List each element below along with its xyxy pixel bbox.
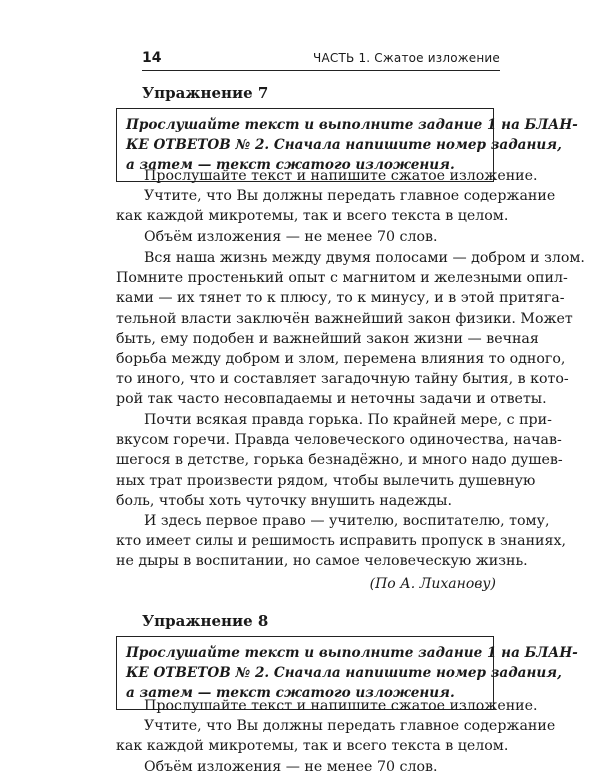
task-line: Прослушайте текст и выполните задание 1 на БЛАН- <box>126 117 578 133</box>
text-line: вкусом горечи. Правда человеческого одиночества, начав- <box>116 432 562 449</box>
exercise-7-heading: Упражнение 7 <box>142 84 269 102</box>
text-line: боль, чтобы хоть чуточку внушить надежды. <box>116 492 452 509</box>
text-line: ных трат произвести рядом, чтобы вылечить душевную <box>116 472 536 489</box>
task-line: а затем — текст сжатого изложения. <box>126 685 455 701</box>
instruction-line: Объём изложения — не менее 70 слов. <box>144 228 438 245</box>
text-line: Вся наша жизнь между двумя полосами — добром и злом. <box>144 250 585 266</box>
exercise-8-heading: Упражнение 8 <box>142 612 269 630</box>
text-line: быть, ему подобен и важнейший закон жизни — вечная <box>116 330 539 347</box>
text-line: шегося в детстве, горька безнадёжно, и много надо душев- <box>116 452 563 469</box>
text-line: борьба между добром и злом, перемена влияния то одного, <box>116 351 566 368</box>
text-line: ками — их тянет то к плюсу, то к минусу, и в этой притяга- <box>116 290 565 307</box>
instruction-line: Учтите, что Вы должны передать главное содержание <box>144 718 556 735</box>
task-line: КЕ ОТВЕТОВ № 2. Сначала напишите номер задания, <box>126 665 562 681</box>
task-line: а затем — текст сжатого изложения. <box>126 157 455 173</box>
instruction-line: Учтите, что Вы должны передать главное содержание <box>144 188 556 205</box>
instruction-line: Объём изложения — не менее 70 слов. <box>144 758 438 775</box>
text-line: Помните простенький опыт с магнитом и железными опил- <box>116 270 568 287</box>
text-attribution: (По А. Лиханову) <box>369 576 496 592</box>
task-line: Прослушайте текст и выполните задание 1 на БЛАН- <box>126 645 578 661</box>
exercise-7-instructions <box>116 166 556 247</box>
instruction-line: как каждой микротемы, так и всего текста в целом. <box>116 738 509 755</box>
exercise-7-text-paragraph-2 <box>116 410 563 511</box>
section-title: ЧАСТЬ 1. Сжатое изложение <box>313 51 500 65</box>
instruction-line: как каждой микротемы, так и всего текста в целом. <box>116 208 509 225</box>
text-line: то иного, что и составляет загадочную тайну бытия, в кото- <box>116 371 569 388</box>
instruction-line: Прослушайте текст и напишите сжатое изложение. <box>144 698 538 714</box>
text-line: И здесь первое право — учителю, воспитателю, тому, <box>144 513 550 529</box>
task-line: КЕ ОТВЕТОВ № 2. Сначала напишите номер задания, <box>126 137 562 153</box>
text-line: тельной власти заключён важнейший закон физики. Может <box>116 310 573 327</box>
text-line: кто имеет силы и решимость исправить пропуск в знаниях, <box>116 533 566 550</box>
running-header <box>142 48 500 71</box>
exercise-8-instructions <box>116 696 556 777</box>
text-line: рой так часто несовпадаемы и неточны задачи и ответы. <box>116 391 547 408</box>
text-line: не дыры в воспитании, но самое человеческую жизнь. <box>116 553 528 570</box>
text-line: Почти всякая правда горька. По крайней мере, с при- <box>144 412 552 428</box>
page-number: 14 <box>142 50 162 66</box>
exercise-7-text-paragraph-1 <box>116 248 585 410</box>
exercise-7-text-paragraph-3 <box>116 511 566 572</box>
instruction-line: Прослушайте текст и напишите сжатое изложение. <box>144 168 538 184</box>
